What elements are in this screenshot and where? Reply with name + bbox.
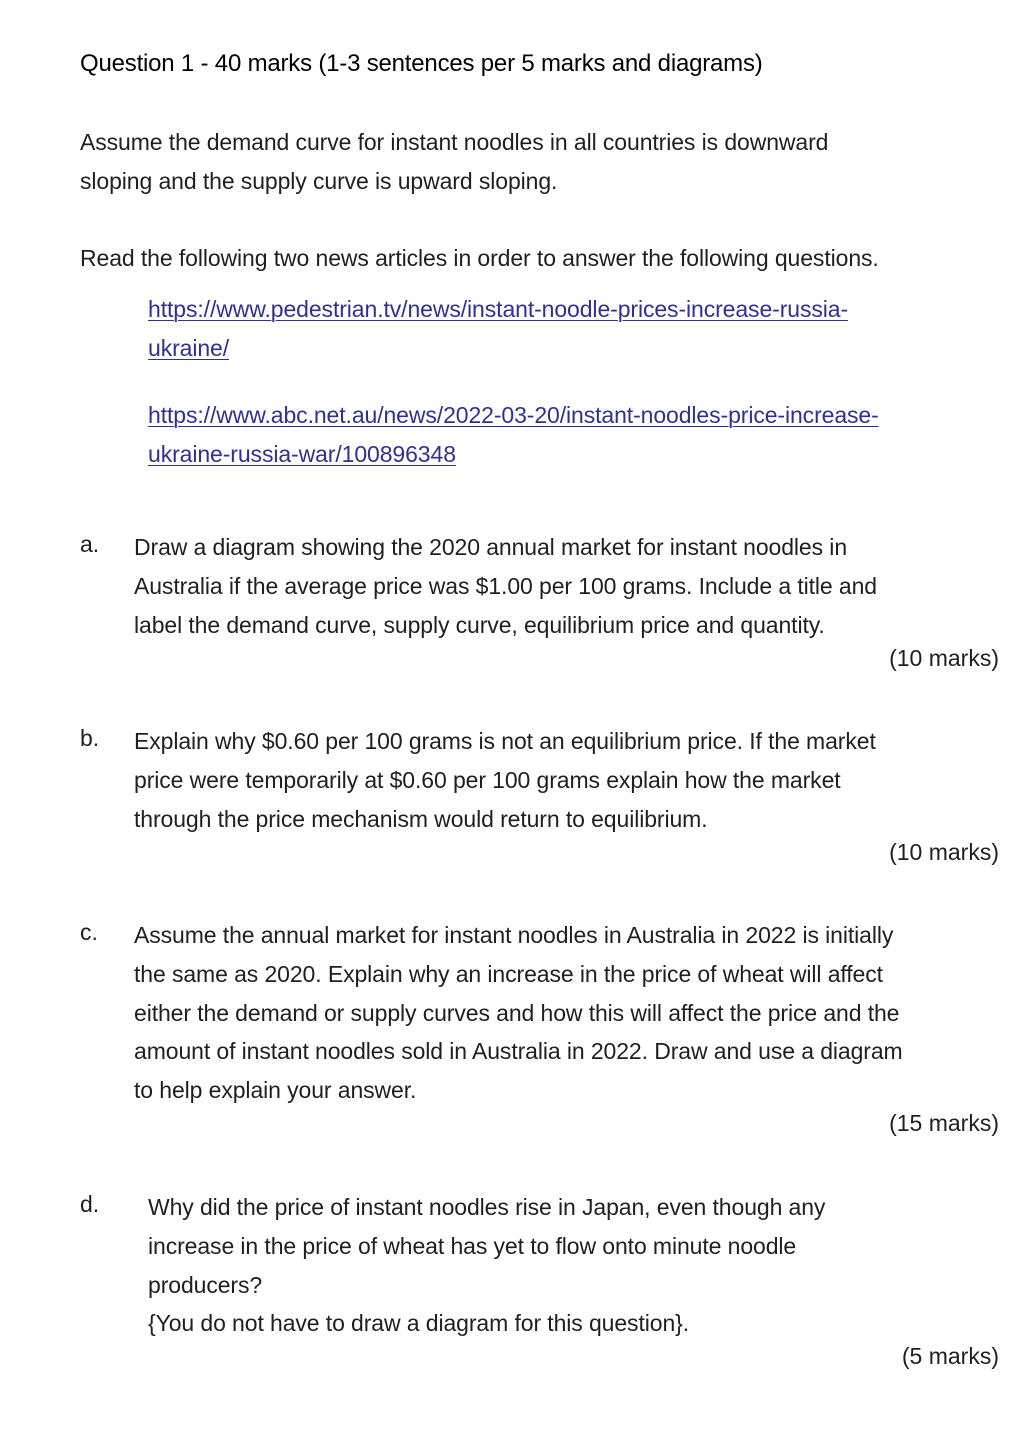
- question-c-marks: (15 marks): [889, 1110, 999, 1136]
- question-c-marker: c.: [80, 919, 98, 945]
- question-heading: Question 1 - 40 marks (1-3 sentences per 5 marks and diagrams): [80, 50, 763, 77]
- question-d-text: {You do not have to draw a diagram for this question}.: [148, 1310, 690, 1336]
- question-d-text: increase in the price of wheat has yet to flow onto minute noodle: [148, 1233, 797, 1259]
- question-b-text: through the price mechanism would return to equilibrium.: [134, 806, 708, 832]
- question-d-marker: d.: [80, 1191, 100, 1217]
- question-c-text: amount of instant noodles sold in Australia in 2022. Draw and use a diagram: [134, 1038, 903, 1064]
- question-b-marks: (10 marks): [889, 839, 999, 865]
- question-b-marker: b.: [80, 725, 100, 751]
- question-a-marker: a.: [80, 531, 100, 557]
- article-link-abc[interactable]: https://www.abc.net.au/news/2022-03-20/instant-noodles-price-increase-: [148, 402, 879, 428]
- question-d-marks: (5 marks): [901, 1343, 999, 1369]
- question-c-text: Assume the annual market for instant noodles in Australia in 2022 is initially: [134, 922, 894, 948]
- question-a-text: Australia if the average price was $1.00 per 100 grams. Include a title and: [134, 573, 877, 599]
- question-b-text: Explain why $0.60 per 100 grams is not an equilibrium price. If the market: [134, 728, 876, 754]
- question-a-text: label the demand curve, supply curve, equilibrium price and quantity.: [134, 612, 825, 638]
- intro-line: sloping and the supply curve is upward sloping.: [80, 168, 558, 194]
- question-d-text: producers?: [148, 1272, 263, 1298]
- question-c-text: the same as 2020. Explain why an increase in the price of wheat will affect: [134, 961, 883, 987]
- question-d-text: Why did the price of instant noodles rise in Japan, even though any: [148, 1194, 826, 1220]
- question-a-text: Draw a diagram showing the 2020 annual market for instant noodles in: [134, 534, 848, 560]
- article-link-pedestrian[interactable]: https://www.pedestrian.tv/news/instant-noodle-prices-increase-russia-: [148, 296, 849, 322]
- question-b-text: price were temporarily at $0.60 per 100 grams explain how the market: [134, 767, 841, 793]
- intro-line: Assume the demand curve for instant noodles in all countries is downward: [80, 129, 829, 155]
- instruction-line: Read the following two news articles in order to answer the following questions.: [80, 245, 879, 271]
- article-link-abc[interactable]: ukraine-russia-war/100896348: [148, 441, 456, 467]
- article-link-pedestrian[interactable]: ukraine/: [148, 335, 230, 361]
- question-c-text: to help explain your answer.: [134, 1077, 417, 1103]
- question-c-text: either the demand or supply curves and how this will affect the price and the: [134, 1000, 900, 1026]
- question-a-marks: (10 marks): [889, 645, 999, 671]
